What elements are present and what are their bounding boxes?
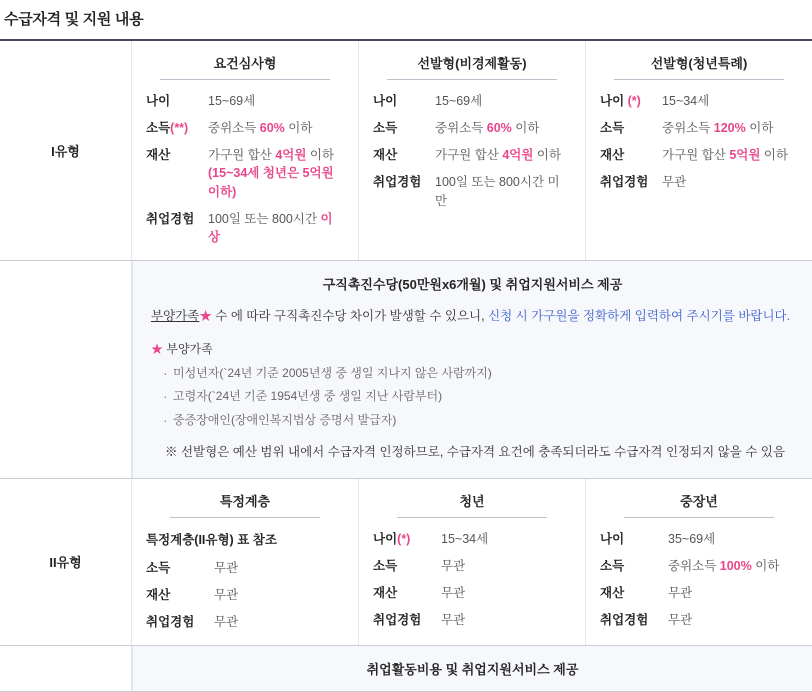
field-value: 무관 xyxy=(662,175,687,190)
field-label: 취업경험 xyxy=(600,613,649,628)
field-label: 재산 xyxy=(373,586,398,601)
field-label: 재산 xyxy=(146,587,171,602)
field-value: 무관 xyxy=(214,615,239,630)
field-label: 재산 xyxy=(373,148,398,163)
type2-benefit-row xyxy=(0,645,812,691)
field-row xyxy=(600,557,798,575)
field-row xyxy=(600,173,798,191)
field-row xyxy=(600,146,798,164)
field-value: 무관 xyxy=(441,613,466,628)
field-label: 나이 xyxy=(146,94,171,108)
field-value: 15~34세 xyxy=(662,94,710,108)
field-row xyxy=(373,119,571,137)
field-value: 가구원 합산 4억원 이하 (15~34세 청년은 5억원 이하) xyxy=(208,148,335,199)
field-label: 취업경험 xyxy=(373,175,422,190)
field-label: 취업경험 xyxy=(600,175,649,190)
field-row xyxy=(373,557,571,575)
field-label: 재산 xyxy=(600,586,625,601)
field-value: 중위소득 120% 이하 xyxy=(662,121,774,136)
field-mark: (*) xyxy=(627,94,641,108)
field-row xyxy=(373,530,571,548)
field-label: 취업경험 xyxy=(146,211,195,226)
type1-notice-row xyxy=(0,260,812,478)
type2-column-youth xyxy=(359,479,586,645)
field-value: 100일 또는 800시간 미만 xyxy=(435,175,560,208)
field-row xyxy=(146,146,344,200)
field-label: 소득 xyxy=(600,558,625,573)
type1-column-selection-inactive xyxy=(359,41,586,260)
type2-label: II유형 xyxy=(0,479,132,645)
field-label: 재산 xyxy=(600,148,625,163)
dependent-definition-title: ★ 부양가족 xyxy=(151,341,213,356)
field-label: 취업경험 xyxy=(373,613,422,628)
field-row xyxy=(373,611,571,629)
field-value: 15~34세 xyxy=(441,531,489,546)
benefit-headline: 구직촉진수당(50만원x6개월) 및 취업지원서비스 제공 xyxy=(322,276,623,292)
type2-benefit-headline: 취업활동비용 및 취업지원서비스 제공 xyxy=(132,646,812,691)
column-title: 선발형(청년특례) xyxy=(614,53,784,80)
specific-group-reference: 특정계층(II유형) 표 참조 xyxy=(146,532,277,547)
type2-column-middle-aged xyxy=(586,479,812,645)
field-label: 소득 xyxy=(146,560,171,575)
eligibility-table xyxy=(0,39,812,692)
field-value: 무관 xyxy=(441,586,466,601)
field-label: 취업경험 xyxy=(146,615,195,630)
type1-notice-panel xyxy=(132,261,812,478)
field-value: 무관 xyxy=(668,586,693,601)
page-title: 수급자격 및 지원 내용 xyxy=(4,11,144,28)
field-row xyxy=(146,92,344,110)
field-value: 무관 xyxy=(668,613,693,628)
type1-criteria-row xyxy=(0,41,812,260)
field-row xyxy=(146,210,344,246)
type1-label-spacer xyxy=(0,261,132,478)
field-row xyxy=(600,584,798,602)
field-row xyxy=(146,613,344,631)
field-row xyxy=(373,92,571,110)
list-item: · 미성년자(`24년 기준 2005년생 중 생일 지나지 않은 사람까지) xyxy=(161,365,794,382)
field-label: 나이 xyxy=(600,531,625,546)
list-item: · 중증장애인(장애인복지법상 증명서 발급자) xyxy=(161,412,794,429)
dependent-warning: 부양가족★ 수 에 따라 구직촉진수당 차이가 발생할 수 있으니, 신청 시 가구원을 정확하게 입력하여 주시기를 바랍니다. xyxy=(151,308,791,323)
type1-column-requirement xyxy=(132,41,359,260)
field-label: 나이 (*) xyxy=(600,94,641,108)
field-row xyxy=(600,92,798,110)
field-row xyxy=(373,146,571,164)
field-label: 나이 xyxy=(373,94,398,108)
field-row xyxy=(600,530,798,548)
field-value: 중위소득 100% 이하 xyxy=(668,558,780,573)
field-label: 소득 xyxy=(600,121,625,136)
field-label: 소득 xyxy=(373,558,398,573)
field-value: 100일 또는 800시간 이상 xyxy=(208,211,333,244)
field-value: 15~69세 xyxy=(208,94,256,108)
field-row xyxy=(600,119,798,137)
budget-footnote: ※ 선발형은 예산 범위 내에서 수급자격 인정하므로, 수급자격 요건에 충족되더라도 수급자격 인정되지 않을 수 있음 xyxy=(165,445,786,460)
field-label: 나이(*) xyxy=(373,531,411,546)
field-value: 가구원 합산 4억원 이하 xyxy=(435,148,562,163)
field-value: 15~69세 xyxy=(435,94,483,108)
type1-columns xyxy=(132,41,812,260)
field-mark: (*) xyxy=(397,531,411,546)
column-title: 중장년 xyxy=(624,491,774,518)
column-title: 특정계층 xyxy=(170,491,320,518)
field-value: 중위소득 60% 이하 xyxy=(208,121,313,136)
star-icon: ★ xyxy=(199,308,212,323)
field-row xyxy=(146,559,344,577)
field-row xyxy=(373,584,571,602)
type2-criteria-row xyxy=(0,478,812,645)
type2-column-specific-group xyxy=(132,479,359,645)
column-title: 요건심사형 xyxy=(160,53,330,80)
field-value: 35~69세 xyxy=(668,531,716,546)
column-title: 선발형(비경제활동) xyxy=(387,53,557,80)
field-row xyxy=(146,119,344,137)
field-row xyxy=(600,611,798,629)
type1-column-selection-youth xyxy=(586,41,812,260)
field-label: 재산 xyxy=(146,148,171,163)
field-value: 가구원 합산 5억원 이하 xyxy=(662,148,789,163)
type1-label: I유형 xyxy=(0,41,132,260)
type2-columns xyxy=(132,479,812,645)
column-title: 청년 xyxy=(397,491,547,518)
field-value: 무관 xyxy=(214,587,239,602)
field-row xyxy=(373,173,571,209)
field-label: 소득 xyxy=(373,121,398,136)
field-mark: (**) xyxy=(170,121,189,136)
field-row xyxy=(146,586,344,604)
star-icon: ★ xyxy=(151,341,164,356)
list-item: · 고령자(`24년 기준 1954년생 중 생일 지난 사람부터) xyxy=(161,388,794,405)
field-value: 무관 xyxy=(441,558,466,573)
field-value: 무관 xyxy=(214,560,239,575)
field-value-extra: (15~34세 청년은 5억원 이하) xyxy=(208,166,334,199)
type2-label-spacer xyxy=(0,646,132,691)
field-label: 소득(**) xyxy=(146,121,189,136)
dependent-definition-list xyxy=(161,365,794,429)
field-value: 중위소득 60% 이하 xyxy=(435,121,540,136)
